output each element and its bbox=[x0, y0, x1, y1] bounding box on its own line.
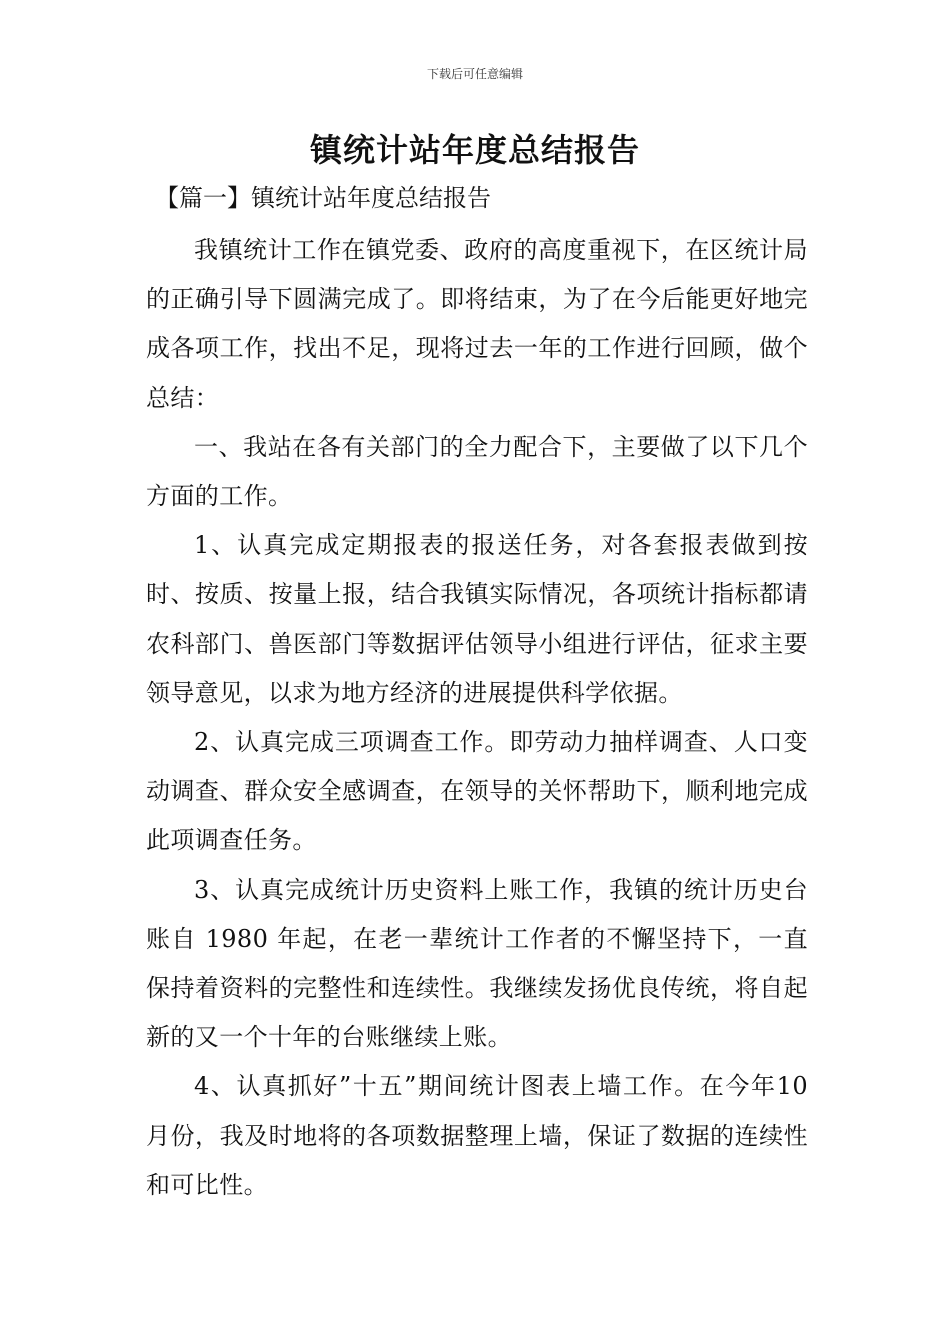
section-heading: 【篇一】镇统计站年度总结报告 bbox=[155, 184, 491, 212]
paragraph-item-3: 3、认真完成统计历史资料上账工作，我镇的统计历史台账自 1980 年起，在老一辈统计工作者的不懈坚持下，一直保持着资料的完整性和连续性。我继续发扬优良传统，将自起新的又一个十年的台账继续上账。 bbox=[146, 875, 808, 1052]
paragraph-item-4: 4、认真抓好”十五”期间统计图表上墙工作。在今年10 月份，我及时地将的各项数据整理上墙，保证了数据的连续性和可比性。 bbox=[146, 1072, 808, 1199]
header-note: 下载后可任意编辑 bbox=[426, 67, 523, 81]
paragraph-intro: 我镇统计工作在镇党委、政府的高度重视下，在区统计局的正确引导下圆满完成了。即将结束，为了在今后能更好地完成各项工作，找出不足，现将过去一年的工作进行回顾，做个总结： bbox=[146, 236, 808, 412]
paragraph-item-1: 1、认真完成定期报表的报送任务，对各套报表做到按时、按质、按量上报，结合我镇实际情况，各项统计指标都请农科部门、兽医部门等数据评估领导小组进行评估，征求主要领导意见，以求为地方经济的进展提供科学依据。 bbox=[146, 531, 808, 707]
paragraph-item-2: 2、认真完成三项调查工作。即劳动力抽样调查、人口变动调查、群众安全感调查，在领导的关怀帮助下，顺利地完成此项调查任务。 bbox=[146, 728, 808, 855]
document-body bbox=[146, 226, 808, 1210]
document-title: 镇统计站年度总结报告 bbox=[309, 131, 640, 169]
paragraph-section-one: 一、我站在各有关部门的全力配合下，主要做了以下几个方面的工作。 bbox=[146, 432, 808, 511]
